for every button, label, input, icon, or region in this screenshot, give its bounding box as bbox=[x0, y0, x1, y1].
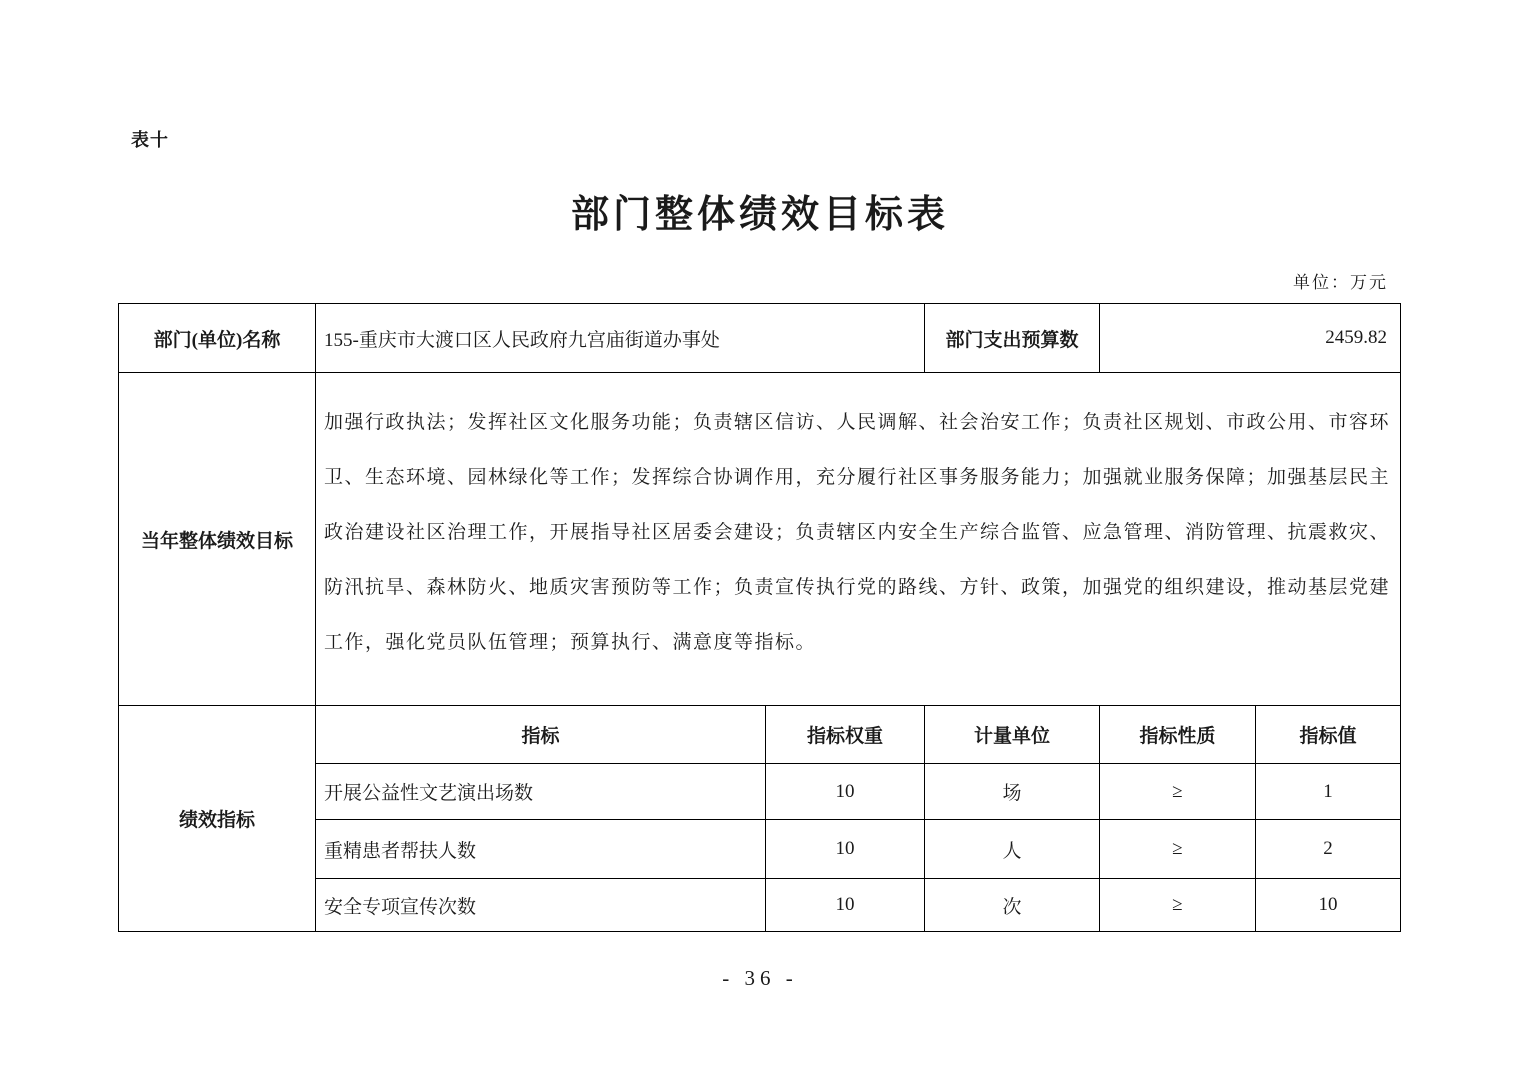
indicator-weight: 10 bbox=[766, 820, 925, 879]
header-nature: 指标性质 bbox=[1100, 706, 1256, 764]
indicator-value: 10 bbox=[1256, 879, 1401, 932]
dept-info-row bbox=[119, 304, 1401, 373]
budget-label: 部门支出预算数 bbox=[925, 304, 1100, 373]
indicator-name: 安全专项宣传次数 bbox=[316, 879, 766, 932]
page-number: - 36 - bbox=[722, 966, 798, 990]
header-target-value: 指标值 bbox=[1256, 706, 1401, 764]
indicator-weight: 10 bbox=[766, 879, 925, 932]
header-weight: 指标权重 bbox=[766, 706, 925, 764]
indicator-weight: 10 bbox=[766, 764, 925, 820]
indicator-header-row bbox=[119, 706, 1401, 764]
annual-goal-label: 当年整体绩效目标 bbox=[119, 373, 316, 706]
indicators-section-label: 绩效指标 bbox=[119, 706, 316, 932]
indicator-value: 2 bbox=[1256, 820, 1401, 879]
indicator-value: 1 bbox=[1256, 764, 1401, 820]
indicator-nature: ≥ bbox=[1100, 879, 1256, 932]
budget-value: 2459.82 bbox=[1100, 304, 1401, 373]
header-indicator: 指标 bbox=[316, 706, 766, 764]
dept-name-value: 155-重庆市大渡口区人民政府九宫庙街道办事处 bbox=[316, 304, 925, 373]
indicator-unit: 次 bbox=[925, 879, 1100, 932]
annual-goal-row bbox=[119, 373, 1401, 706]
performance-target-table bbox=[118, 303, 1401, 932]
indicator-unit: 人 bbox=[925, 820, 1100, 879]
indicator-name: 重精患者帮扶人数 bbox=[316, 820, 766, 879]
annual-goal-text: 加强行政执法；发挥社区文化服务功能；负责辖区信访、人民调解、社会治安工作；负责社区规划、市政公用、市容环卫、生态环境、园林绿化等工作；发挥综合协调作用，充分履行社区事务服务能力；加强就业服务保障；加强基层民主政治建设社区治理工作，开展指导社区居委会建设；负责辖区内安全生产综合监管、应急管理、消防管理、抗震救灾、防汛抗旱、森林防火、地质灾害预防等工作；负责宣传执行党的路线、方针、政策，加强党的组织建设，推动基层党建工作，强化党员队伍管理；预算执行、满意度等指标。 bbox=[316, 373, 1401, 706]
header-measure-unit: 计量单位 bbox=[925, 706, 1100, 764]
indicator-nature: ≥ bbox=[1100, 764, 1256, 820]
unit-note: 单位：万元 bbox=[1293, 273, 1388, 292]
table-number-label: 表十 bbox=[131, 130, 169, 150]
indicator-unit: 场 bbox=[925, 764, 1100, 820]
indicator-name: 开展公益性文艺演出场数 bbox=[316, 764, 766, 820]
dept-name-label: 部门(单位)名称 bbox=[119, 304, 316, 373]
indicator-nature: ≥ bbox=[1100, 820, 1256, 879]
page-title: 部门整体绩效目标表 bbox=[570, 194, 949, 236]
